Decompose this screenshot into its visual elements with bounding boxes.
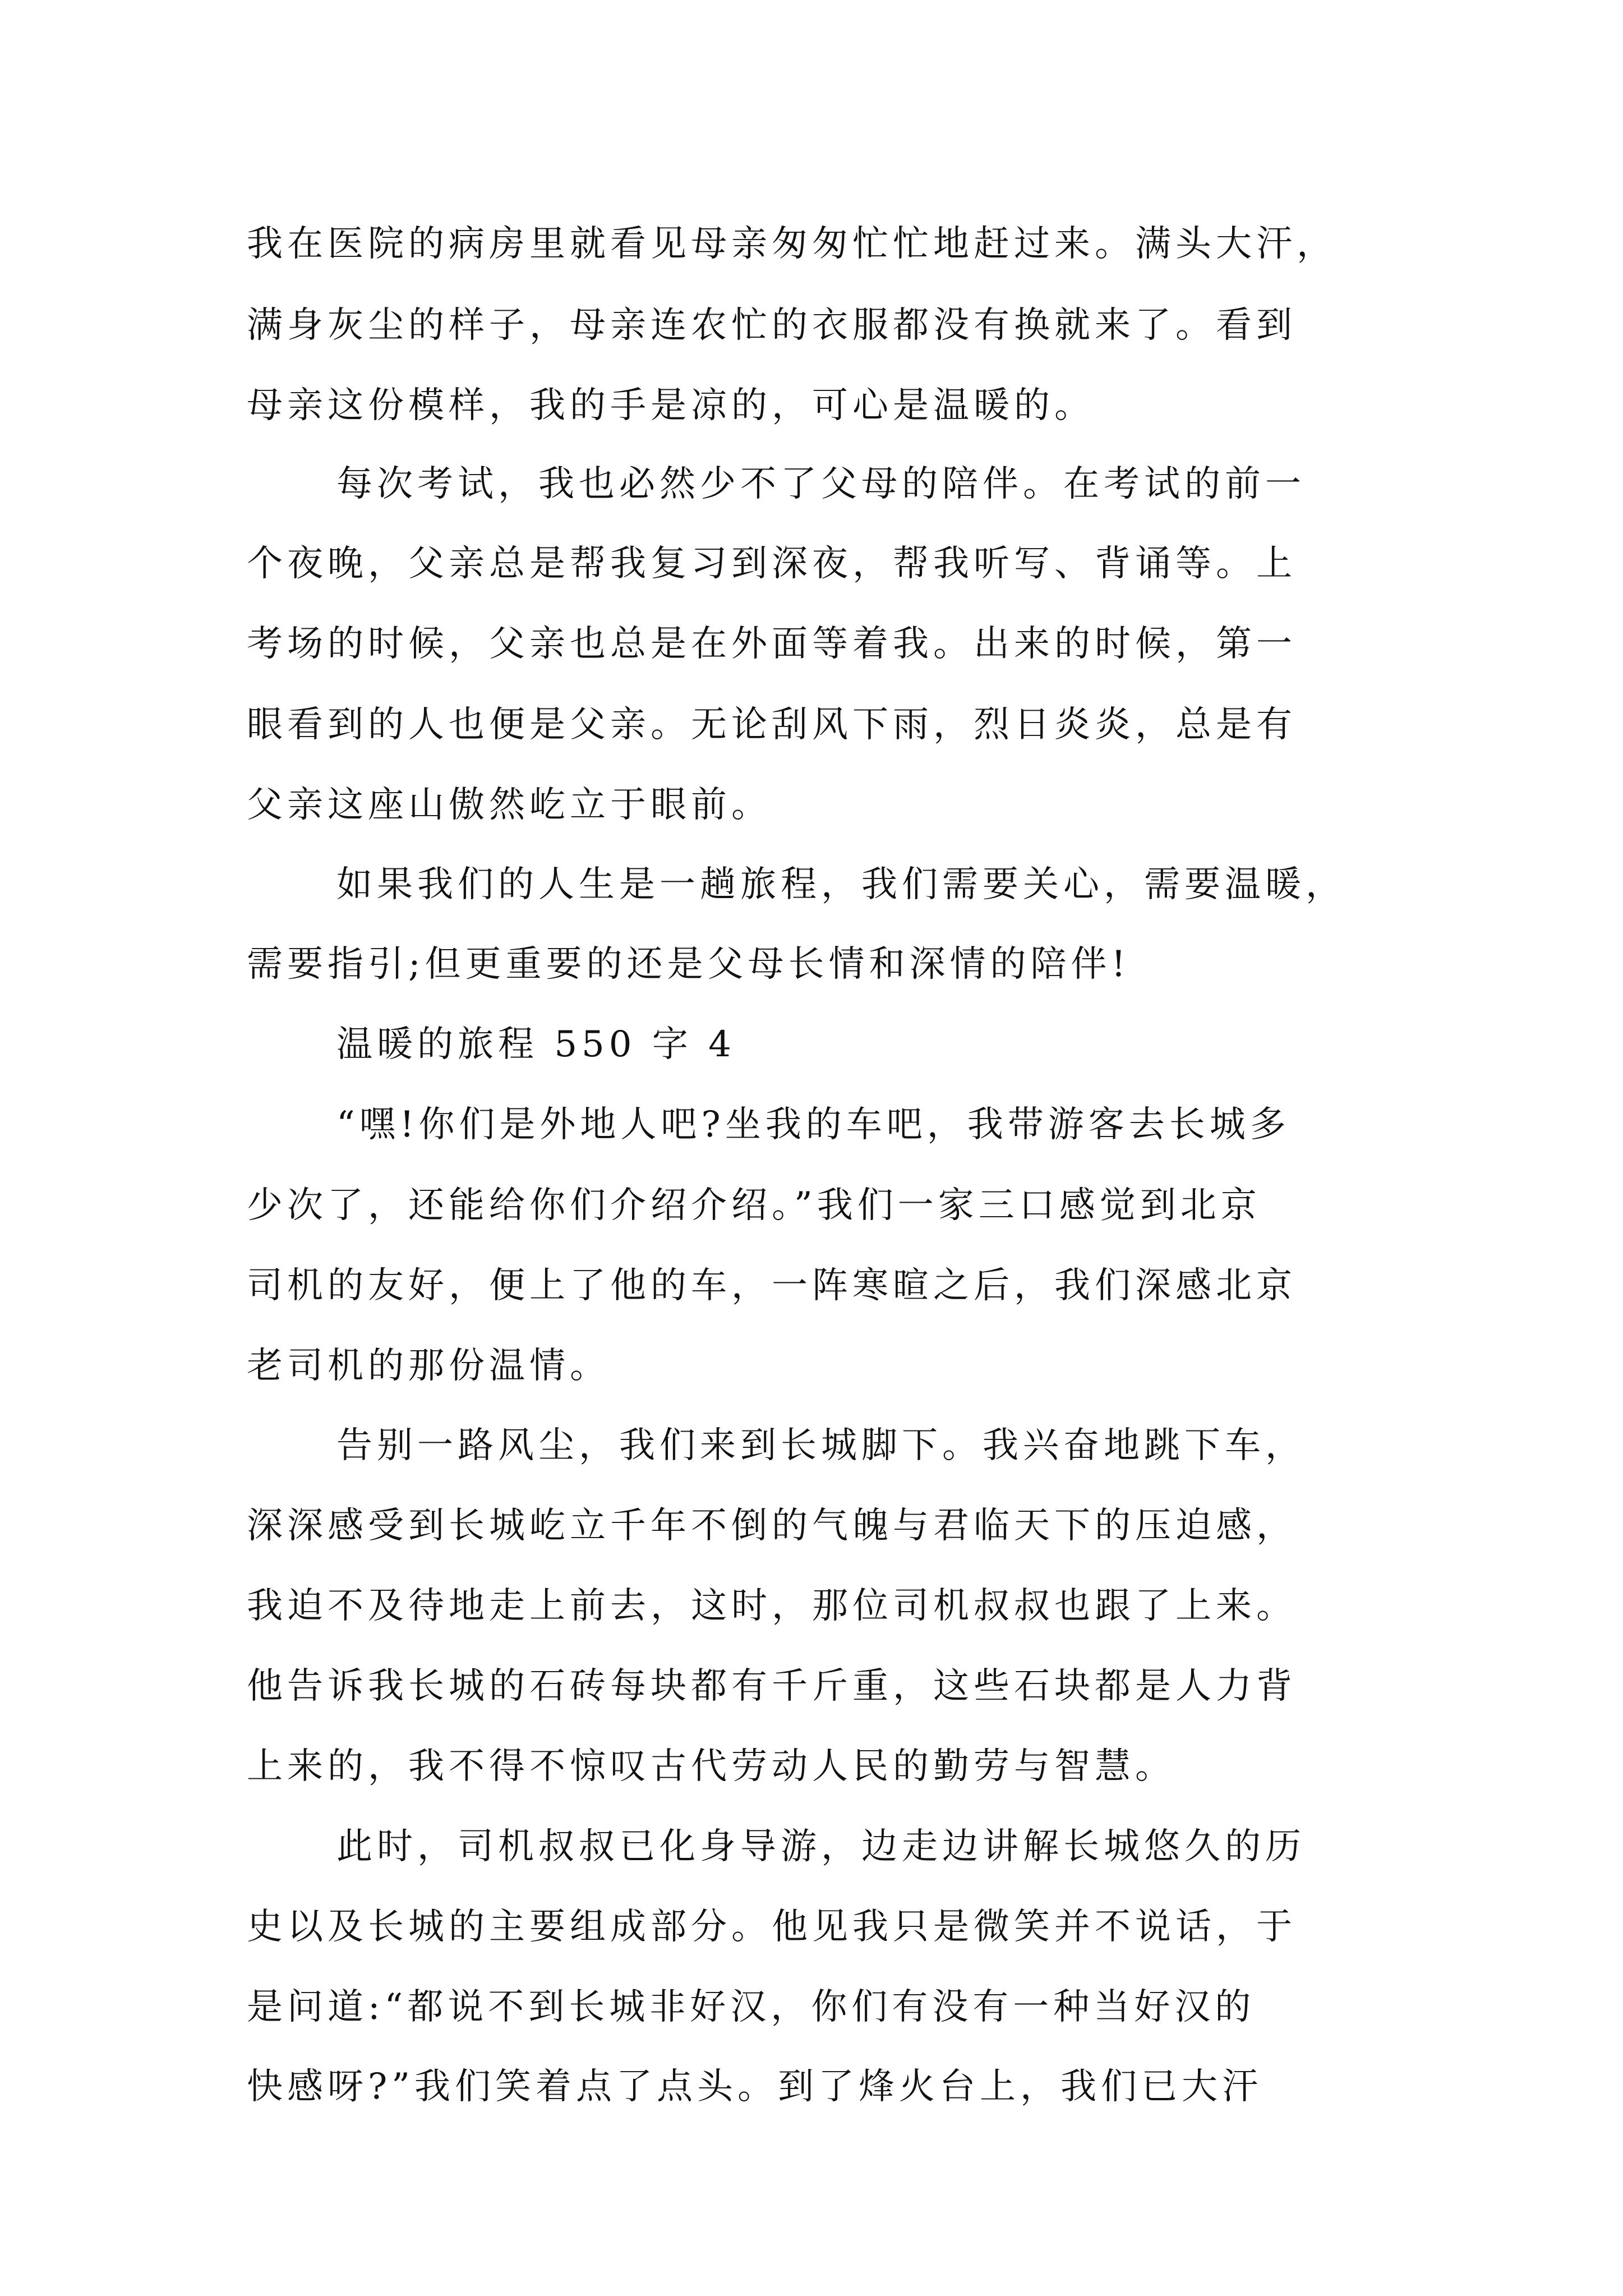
text-line: 眼看到的人也便是父亲。无论刮风下雨，烈日炎炎，总是有 <box>247 704 1297 746</box>
text-line: 司机的友好，便上了他的车，一阵寒暄之后，我们深感北京 <box>247 1265 1297 1306</box>
paragraph-start-line: 告别一路风尘，我们来到长城脚下。我兴奋地跳下车， <box>336 1425 1306 1466</box>
text-line: 他告诉我长城的石砖每块都有千斤重，这些石块都是人力背 <box>247 1665 1297 1707</box>
text-line: 需要指引;但更重要的还是父母长情和深情的陪伴! <box>247 944 1131 985</box>
text-line: 史以及长城的主要组成部分。他见我只是微笑并不说话，于 <box>247 1906 1297 1948</box>
text-line: 我在医院的病房里就看见母亲匆匆忙忙地赶过来。满头大汗， <box>247 223 1337 265</box>
paragraph-start-line: 此时，司机叔叔已化身导游，边走边讲解长城悠久的历 <box>336 1826 1306 1867</box>
text-line: 个夜晚，父亲总是帮我复习到深夜，帮我听写、背诵等。上 <box>247 543 1297 585</box>
text-line: 考场的时候，父亲也总是在外面等着我。出来的时候，第一 <box>247 623 1297 665</box>
text-line: 少次了，还能给你们介绍介绍。”我们一家三口感觉到北京 <box>247 1185 1261 1226</box>
paragraph-start-line: 每次考试，我也必然少不了父母的陪伴。在考试的前一 <box>336 463 1306 505</box>
text-line: 快感呀?”我们笑着点了点头。到了烽火台上，我们已大汗 <box>247 2066 1263 2108</box>
paragraph-start-line: “嘿!你们是外地人吧?坐我的车吧，我带游客去长城多 <box>336 1104 1290 1145</box>
text-line: 上来的，我不得不惊叹古代劳动人民的勤劳与智慧。 <box>247 1746 1175 1787</box>
text-line: 父亲这座山傲然屹立于眼前。 <box>247 784 772 826</box>
text-line: 我迫不及待地走上前去，这时，那位司机叔叔也跟了上来。 <box>247 1585 1297 1627</box>
paragraph-start-line: 如果我们的人生是一趟旅程，我们需要关心，需要温暖， <box>336 864 1346 905</box>
text-line: 满身灰尘的样子，母亲连农忙的衣服都没有换就来了。看到 <box>247 305 1297 346</box>
text-line: 老司机的那份温情。 <box>247 1345 610 1387</box>
section-heading: 温暖的旅程 550 字 4 <box>336 1024 736 1065</box>
text-line: 深深感受到长城屹立千年不倒的气魄与君临天下的压迫感， <box>247 1505 1297 1547</box>
text-line: 母亲这份模样，我的手是凉的，可心是温暖的。 <box>247 385 1095 426</box>
text-line: 是问道:“都说不到长城非好汉，你们有没有一种当好汉的 <box>247 1986 1256 2028</box>
